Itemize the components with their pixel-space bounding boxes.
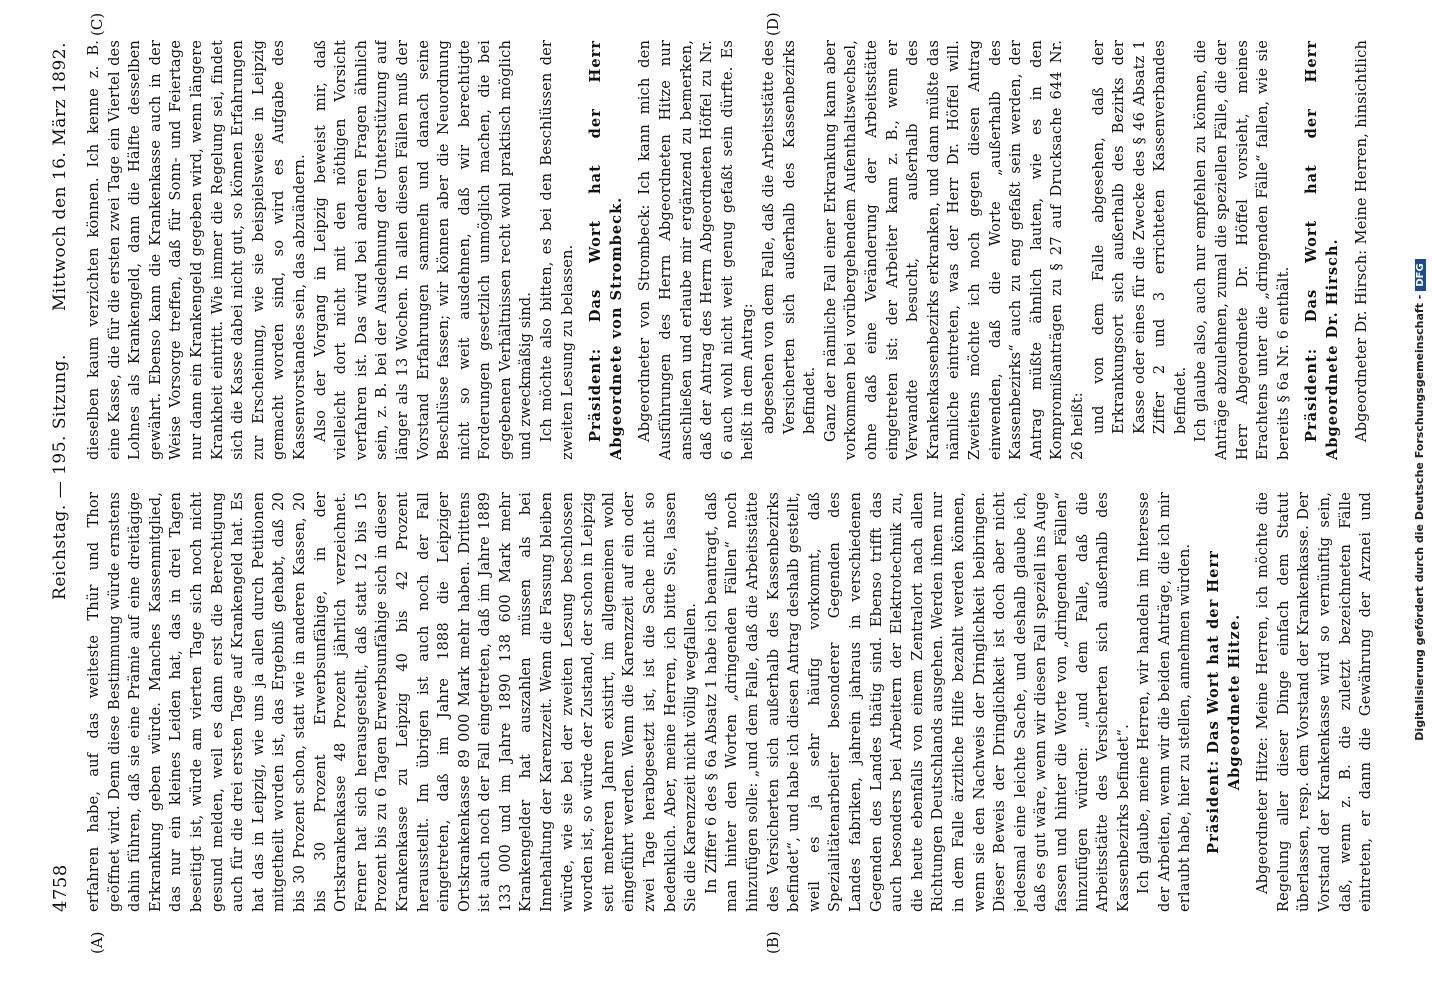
digitization-footer [1413,0,1426,1000]
paragraph: Ganz der nämliche Fall einer Erkrankung kann aber vorkommen bei vorübergehendem Aufenthaltswechsel, ohne daß eine Veränderung der Arbeitsstätte eingetreten ist: der Arbeiter kann z. B., wenn er Verwandte besucht, außerhalb des Krankenkassenbezirks erkranken, und dann müßte das nämliche eintreten, was der Herr Dr. Höffel will. Zweitens möchte ich noch gegen diesen Antrag einwenden, daß die Worte „außerhalb des Kassenbezirks“ auch zu eng gefaßt sein werden, der Antrag müßte ähnlich lauten, wie es in den Kompromißanträgen zu § 27 auf Drucksache 644 Nr. 26 heißt: [821,40,1086,460]
dfg-logo: DFG [1415,259,1426,290]
session-title: Reichstag. — 195. Sitzung. [50,354,70,600]
paragraph: Abgeordneter Dr. Hirsch: Meine Herren, hinsichtlich [1352,40,1370,442]
paragraph: erfahren habe, auf das weiteste Thür und Thor geöffnet wird. Denn diese Bestimmung würde ernstens dahin führen, daß sie eine Prämie auf eine dreitägige Erkrankung geben würde. Manches Kassenmitglied, das nur ein kleines Leiden hat, das in drei Tagen beseitigt ist, würde am vierten Tage sich noch nicht gesund melden, weil es dann erst die Berechtigung auch für die drei ersten Tage auf Krankengeld hat. Es hat das in Leipzig, wie uns ja allen durch Petitionen mitgetheilt worden ist, das Ergebniß gehabt, daß 20 bis 30 Prozent schon, statt wie in anderen Kassen, 20 bis 30 Prozent Erwerbsunfähige, in der Ortskrankenkasse 48 Prozent jährlich verzeichnet. Ferner hat sich herausgestellt, daß statt 12 bis 15 Prozent bis zu 6 Tagen Erwerbsunfähige sich in dieser Krankenkasse zu Leipzig 40 bis 42 Prozent herausstellt. Im übrigen ist auch noch der Fall eingetreten, daß im Jahre 1888 die Leipziger Ortskrankenkasse 89 000 Mark mehr haben. Drittens ist auch noch der Fall eingetreten, daß im Jahre 1889 133 000 und im Jahre 1890 138 600 Mark mehr Krankengelder hat auszahlen müssen als bei Innehaltung der Karenzzeit. Wenn die Fassung bleiben würde, wie sie bei der zweiten Lesung beschlossen worden ist, so würde der Zustand, der schon in Leipzig seit mehreren Jahren existirt, im allgemeinen wohl eingeführt werden. Wenn die Karenzzeit auf ein oder zwei Tage herabgesetzt ist, ist die Sache nicht so bedenklich. Aber, meine Herren, ich bitte Sie, lassen Sie die Karenzzeit nicht völlig wegfallen. [85,492,700,912]
speaker-line: Präsident: Das Wort hat der Herr Abgeordnete Hitze. [1205,550,1243,854]
margin-marker-d: (D) [764,12,782,36]
page-header [46,42,76,912]
session-date: Mittwoch den 16. März 1892. [50,42,70,312]
digitization-note: Digitalisierung gefördert durch die Deutsche Forschungsgemeinschaft - [1413,294,1426,741]
margin-marker-a: (A) [88,931,106,954]
left-text-column [84,492,1374,912]
paragraph: Ich glaube also, auch nur empfehlen zu können, die Anträge abzulehnen, zumal die speziellen Fälle, die der Herr Abgeordnete Dr. Höffel vorsieht, meines Erachtens unter die „dringenden Fälle“ fallen, wie sie bereits § 6a Nr. 6 enthält. [1192,40,1292,460]
margin-marker-b: (B) [764,931,782,954]
paragraph: Abgeordneter von Strombeck: Ich kann mich den Ausführungen des Herrn Abgeordneten Hitze nur anschließen und erlaube mir ergänzend zu bemerken, daß der Antrag des Herrn Abgeordneten Höffel zu Nr. 6 auch wohl nicht weit genug gefaßt sein dürfte. Es heißt in dem Antrag: [636,40,757,460]
quote: und von dem Falle abgesehen, daß der Erkrankungsort sich außerhalb des Bezirks der Kasse oder eines für die Zwecke des § 46 Absatz 1 Ziffer 2 und 3 errichteten Kassenverbandes befindet. [1089,40,1189,434]
paragraph: Also der Vorgang in Leipzig beweist mir, daß vielleicht dort nicht mit den nöthigen Vorsicht verfahren ist. Das wird bei anderen Fragen ähnlich sein, z. B. bei der Ausdehnung der Unterstützung auf länger als 13 Wochen. In allen diesen Fällen muß der Vorstand Erfahrungen sammeln und danach seine Beschlüsse fassen; wir können aber die Neuordnung nicht so weit ausdehnen, daß wir berechtigte Forderungen gesetzlich unmöglich machen, die bei gegebenen Verhältnissen recht wohl praktisch möglich und zweckmäßig sind. [311,40,535,460]
paragraph: Ich glaube, meine Herren, wir handeln im Interesse der Arbeiten, wenn wir die beiden Anträge, die ich mir erlaubt habe, hier zu stellen, annehmen würden. [1135,492,1194,912]
paragraph: dieselben kaum verzichten können. Ich kenne z. B. eine Kasse, die für die ersten zwei Tage ein Viertel des Lohnes als Krankengeld, dann die Hälfte desselben gewährt. Ebenso kann die Krankenkasse auch in der Weise Vorsorge treffen, daß für Sonn- und Feiertage nur dann ein Krankengeld gegeben wird, wenn längere Krankheit eintritt. Wie immer die Regelung sei, findet sich die Kasse dabei nicht gut, so können Erfahrungen zur Erscheinung, wie sie beispielsweise in Leipzig gemacht worden sind, so wird es Aufgabe des Kassenvorstandes sein, das abzuändern. [85,40,308,460]
paragraph: Abgeordneter Hitze: Meine Herren, ich möchte die Regelung aller dieser Dinge einfach dem Statut überlassen, resp. dem Vorstand der Krankenkasse. Der Vorstand der Krankenkasse wird so vernünftig sein, daß, wenn z. B. die zuletzt bezeichneten Fälle eintreten, er dann die Gewährung der Arznei und [1254,492,1374,912]
margin-marker-c: (C) [88,12,106,36]
paragraph: In Ziffer 6 des § 6a Absatz 1 habe ich beantragt, daß man hinter den Worten „dringenden Fällen“ noch hinzufügen solle: „und dem Falle, daß die Arbeitsstätte des Versicherten sich außerhalb des Kassenbezirks befindet“, und habe ich diesen Antrag deshalb gestellt, weil es ja sehr häufig vorkommt, daß Spezialitätenarbeiter besonderer Gegenden des Landes fabriken, jahrein jahraus in verschiedenen Gegenden des Landes thätig sind. Ebenso trifft das auch besonders bei Arbeitern der Elektrotechnik zu, die heute ebenfalls von einem Zentralort nach allen Richtungen Deutschlands ausgehen. Werden ihnen nur in dem Falle ärztliche Hilfe bezahlt werden können, wenn sie den Nachweis der Dringlichkeit beibringen. Dieser Beweis der Dringlichkeit ist doch aber nicht jedesmal eine leichte Sache, und deshalb glaube ich, daß es gut wäre, wenn wir diesen Fall speziell ins Auge fassen und hinter die Worte von „dringenden Fällen“ hinzufügen würden: „und dem Falle, daß die Arbeitsstätte des Versicherten sich außerhalb des Kassenbezirks befindet“. [702,492,1132,912]
speaker-line: Präsident: Das Wort hat der Herr Abgeordnete Dr. Hirsch. [1303,40,1342,460]
right-text-column [84,40,1374,460]
speaker-line: Präsident: Das Wort hat der Herr Abgeordnete von Strombeck. [587,40,625,460]
paragraph: Ich möchte also bitten, es bei den Beschlüssen der zweiten Lesung zu belassen. [538,40,576,460]
quote: abgesehen von dem Falle, daß die Arbeitsstätte des Versicherten sich außerhalb des Kassenbezirks befindet. [760,40,819,434]
page-number: 4758 [50,864,71,912]
